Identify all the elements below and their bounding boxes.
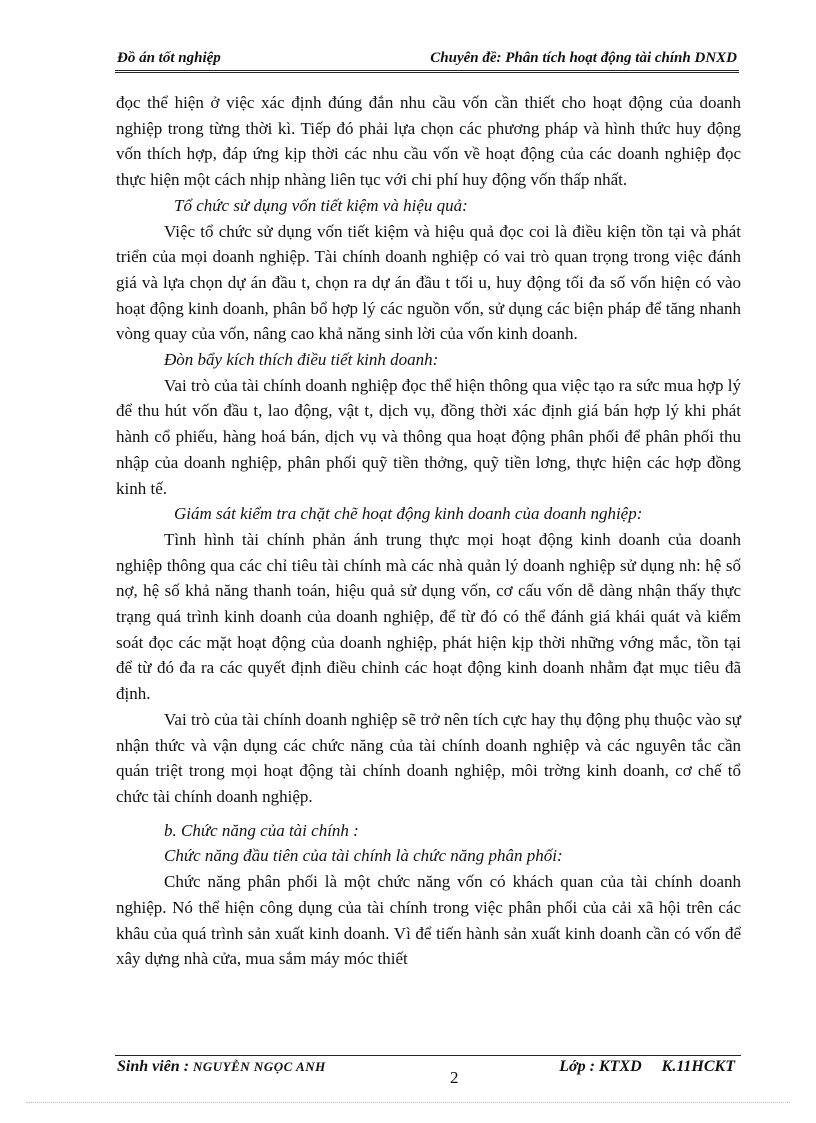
paragraph-leverage: Vai trò của tài chính doanh nghiệp đọc thể hiện thông qua việc tạo ra sức mua hợp lý để thu hút vốn đầu t, lao động, vật t, dịch vụ, đồng thời xác định giá bán hợp lý khi phát hành cổ phiếu, hàng hoá bán, dịch vụ và thông qua hoạt động phân phối để phân phối thu nhập của doanh nghiệp, phân phối quỹ tiền thởng, quỹ tiền lơng, thực hiện các hợp đồng kinh tế. xyxy=(116,375,741,498)
subheading-distribution: Chức năng đầu tiên của tài chính là chức năng phân phối: xyxy=(164,846,563,866)
paragraph-role-summary: Vai trò của tài chính doanh nghiệp sẽ trở nên tích cực hay thụ động phụ thuộc vào sự nhận thức và vận dụng các chức năng của tài chính doanh nghiệp và các nguyên tắc cần quán triệt trong mọi hoạt động tài chính doanh nghiệp, môi trờng kinh doanh, cơ chế tổ chức tài chính doanh nghiệp. xyxy=(116,709,741,806)
page-number: 2 xyxy=(450,1068,459,1087)
subheading-supervision: Giám sát kiểm tra chặt chẽ hoạt động kinh doanh của doanh nghiệp: xyxy=(174,504,643,524)
student-name: NGUYỄN NGỌC ANH xyxy=(193,1059,326,1074)
footer-class: Lớp : KTXD K.11HCKT xyxy=(559,1058,735,1075)
subheading-leverage: Đòn bẩy kích thích điều tiết kinh doanh: xyxy=(164,350,439,370)
paragraph-distribution: Chức năng phân phối là một chức năng vốn có khách quan của tài chính doanh nghiệp. Nó thể hiện công dụng của tài chính trong việc phân phối của cải xã hội trên các khâu của quá trình sản xuất kinh doanh. Vì để tiến hành sản xuất kinh doanh cần có vốn để xây dựng nhà cửa, mua sắm máy móc thiết xyxy=(116,872,741,969)
student-label: Sinh viên : xyxy=(117,1058,194,1075)
footer-divider xyxy=(115,1055,741,1056)
page-footer xyxy=(115,1058,741,1087)
page-body xyxy=(116,90,741,972)
footer-student xyxy=(117,1058,326,1076)
section-heading-functions: b. Chức năng của tài chính : xyxy=(164,820,359,840)
header-right-title: Chuyên đề: Phân tích hoạt động tài chính DNXD xyxy=(430,50,737,66)
paragraph-capital-use: Việc tổ chức sử dụng vốn tiết kiệm và hiệu quả đọc coi là điều kiện tồn tại và phát triển của mọi doanh nghiệp. Tài chính doanh nghiệp có vai trò quan trọng trong việc đánh giá và lựa chọn dự án đầu t, chọn ra dự án đầu t tối u, huy động tối đa số vốn hiện có vào hoạt động kinh doanh, phân bổ hợp lý các nguồn vốn, sử dụng các biện pháp để tăng nhanh vòng quay của vốn, nâng cao khả năng sinh lời của vốn kinh doanh. xyxy=(116,221,741,344)
subheading-capital-use: Tổ chức sử dụng vốn tiết kiệm và hiệu quả: xyxy=(174,195,468,215)
page-header xyxy=(115,48,737,70)
bottom-dotted-line xyxy=(26,1102,790,1103)
paragraph-supervision: Tình hình tài chính phản ánh trung thực mọi hoạt động kinh doanh của doanh nghiệp thông qua các chỉ tiêu tài chính mà các nhà quản lý doanh nghiệp sử dụng nh: hệ số nợ, hệ số khả năng thanh toán, hiệu quả sử dụng vốn, cơ cấu vốn dễ dàng nhận thấy thực trạng quá trình kinh doanh của doanh nghiệp, để từ đó có thể đánh giá khái quát và kiểm soát đọc các mặt hoạt động của doanh nghiệp, phát hiện kịp thời những vớng mắc, tồn tại để từ đó đa ra các quyết định điều chỉnh các hoạt động kinh doanh nhằm đạt mục tiêu đã định. xyxy=(116,529,741,704)
header-divider xyxy=(115,70,739,73)
paragraph-intro: đọc thể hiện ở việc xác định đúng đắn nhu cầu vốn cần thiết cho hoạt động của doanh nghiệp trong từng thời kì. Tiếp đó phải lựa chọn các phương pháp và hình thức huy động vốn thích hợp, đáp ứng kịp thời các nhu cầu vốn về hoạt động của các doanh nghiệp đọc thực hiện một cách nhịp nhàng liên tục với chi phí huy động vốn thấp nhất. xyxy=(116,93,741,190)
header-left-title: Đồ án tốt nghiệp xyxy=(117,50,221,66)
